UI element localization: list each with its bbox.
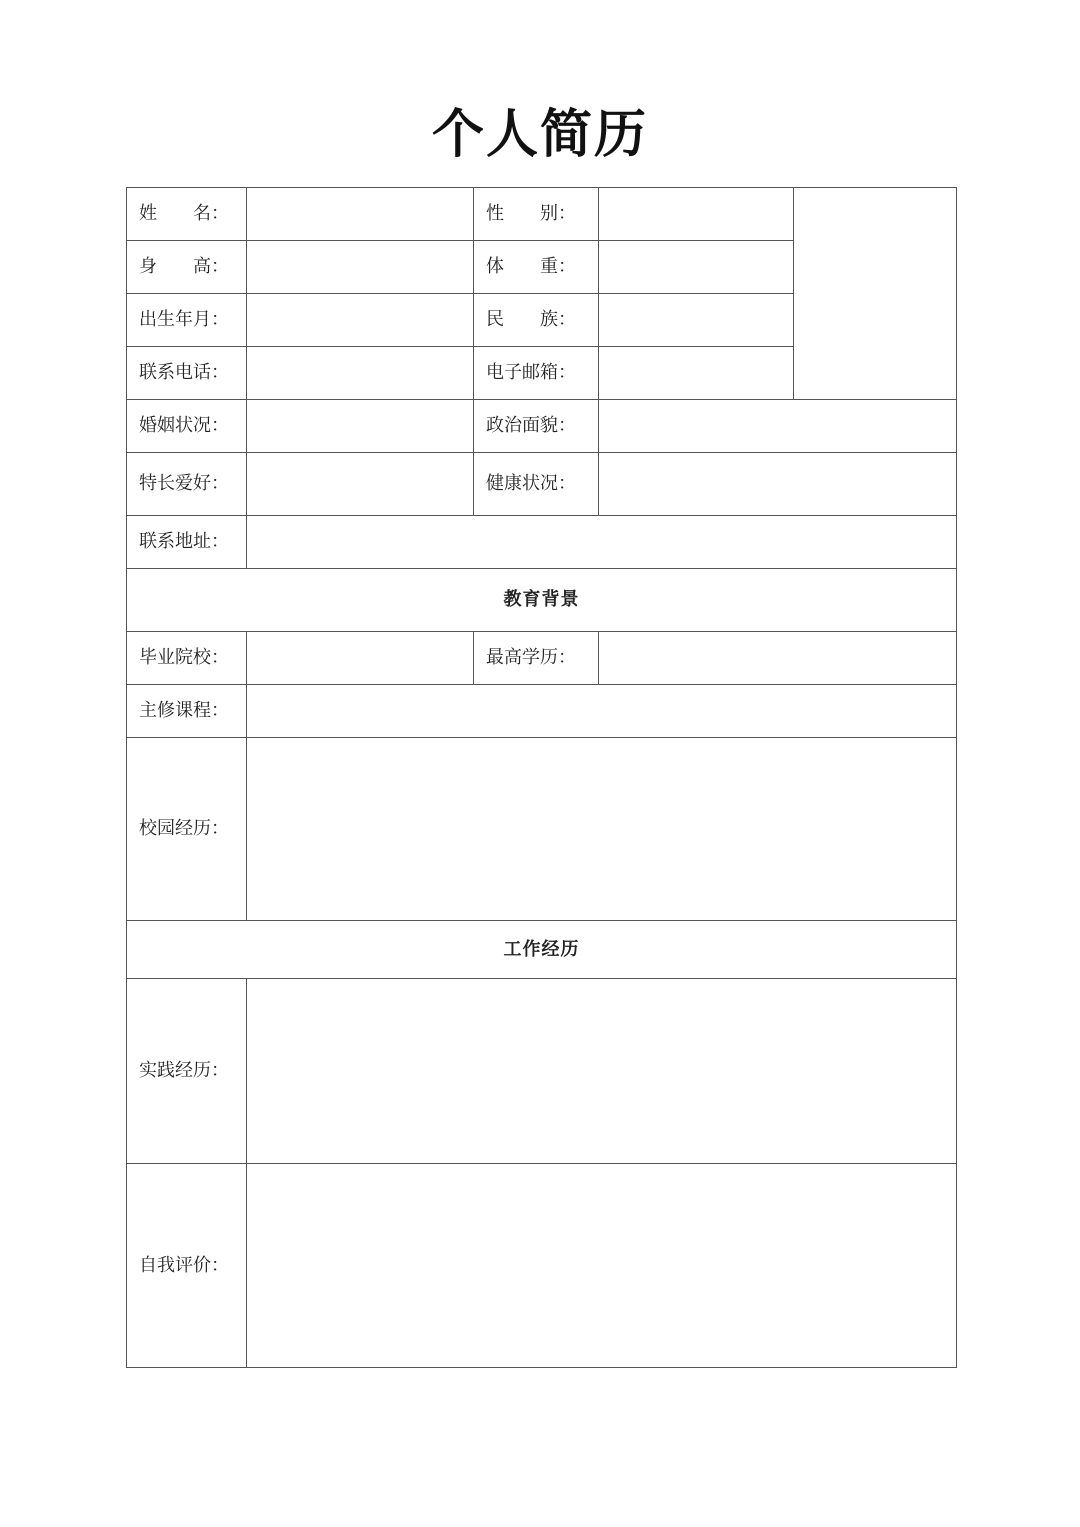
weight-field[interactable] (599, 241, 794, 294)
practice-label: 实践经历： (127, 979, 247, 1164)
table-row (127, 400, 957, 453)
self-eval-label: 自我评价： (127, 1164, 247, 1368)
self-eval-field[interactable] (247, 1164, 957, 1368)
political-field[interactable] (599, 400, 957, 453)
work-heading: 工作经历 (127, 921, 957, 979)
campus-field[interactable] (247, 738, 957, 921)
phone-field[interactable] (247, 347, 474, 400)
table-row (127, 632, 957, 685)
name-label: 姓 名： (127, 188, 247, 241)
resume-table (126, 187, 957, 1368)
campus-label: 校园经历： (127, 738, 247, 921)
health-label: 健康状况： (474, 453, 599, 516)
ethnicity-label: 民 族： (474, 294, 599, 347)
practice-field[interactable] (247, 979, 957, 1164)
table-row (127, 569, 957, 632)
table-row (127, 921, 957, 979)
courses-label: 主修课程： (127, 685, 247, 738)
table-row (127, 188, 957, 241)
table-row (127, 1164, 957, 1368)
education-heading: 教育背景 (127, 569, 957, 632)
name-field[interactable] (247, 188, 474, 241)
table-row (127, 453, 957, 516)
height-field[interactable] (247, 241, 474, 294)
marital-label: 婚姻状况： (127, 400, 247, 453)
birth-label: 出生年月： (127, 294, 247, 347)
gender-field[interactable] (599, 188, 794, 241)
table-row (127, 685, 957, 738)
degree-label: 最高学历： (474, 632, 599, 685)
weight-label: 体 重： (474, 241, 599, 294)
hobby-label: 特长爱好： (127, 453, 247, 516)
phone-label: 联系电话： (127, 347, 247, 400)
page-title: 个人简历 (431, 104, 648, 165)
health-field[interactable] (599, 453, 957, 516)
resume-form (126, 187, 957, 1368)
school-label: 毕业院校： (127, 632, 247, 685)
email-label: 电子邮箱： (474, 347, 599, 400)
height-label: 身 高： (127, 241, 247, 294)
table-row (127, 516, 957, 569)
degree-field[interactable] (599, 632, 957, 685)
photo-box[interactable] (794, 188, 957, 400)
ethnicity-field[interactable] (599, 294, 794, 347)
school-field[interactable] (247, 632, 474, 685)
address-label: 联系地址： (127, 516, 247, 569)
email-field[interactable] (599, 347, 794, 400)
table-row (127, 738, 957, 921)
address-field[interactable] (247, 516, 957, 569)
hobby-field[interactable] (247, 453, 474, 516)
courses-field[interactable] (247, 685, 957, 738)
table-row (127, 979, 957, 1164)
birth-field[interactable] (247, 294, 474, 347)
gender-label: 性 别： (474, 188, 599, 241)
political-label: 政治面貌： (474, 400, 599, 453)
marital-field[interactable] (247, 400, 474, 453)
